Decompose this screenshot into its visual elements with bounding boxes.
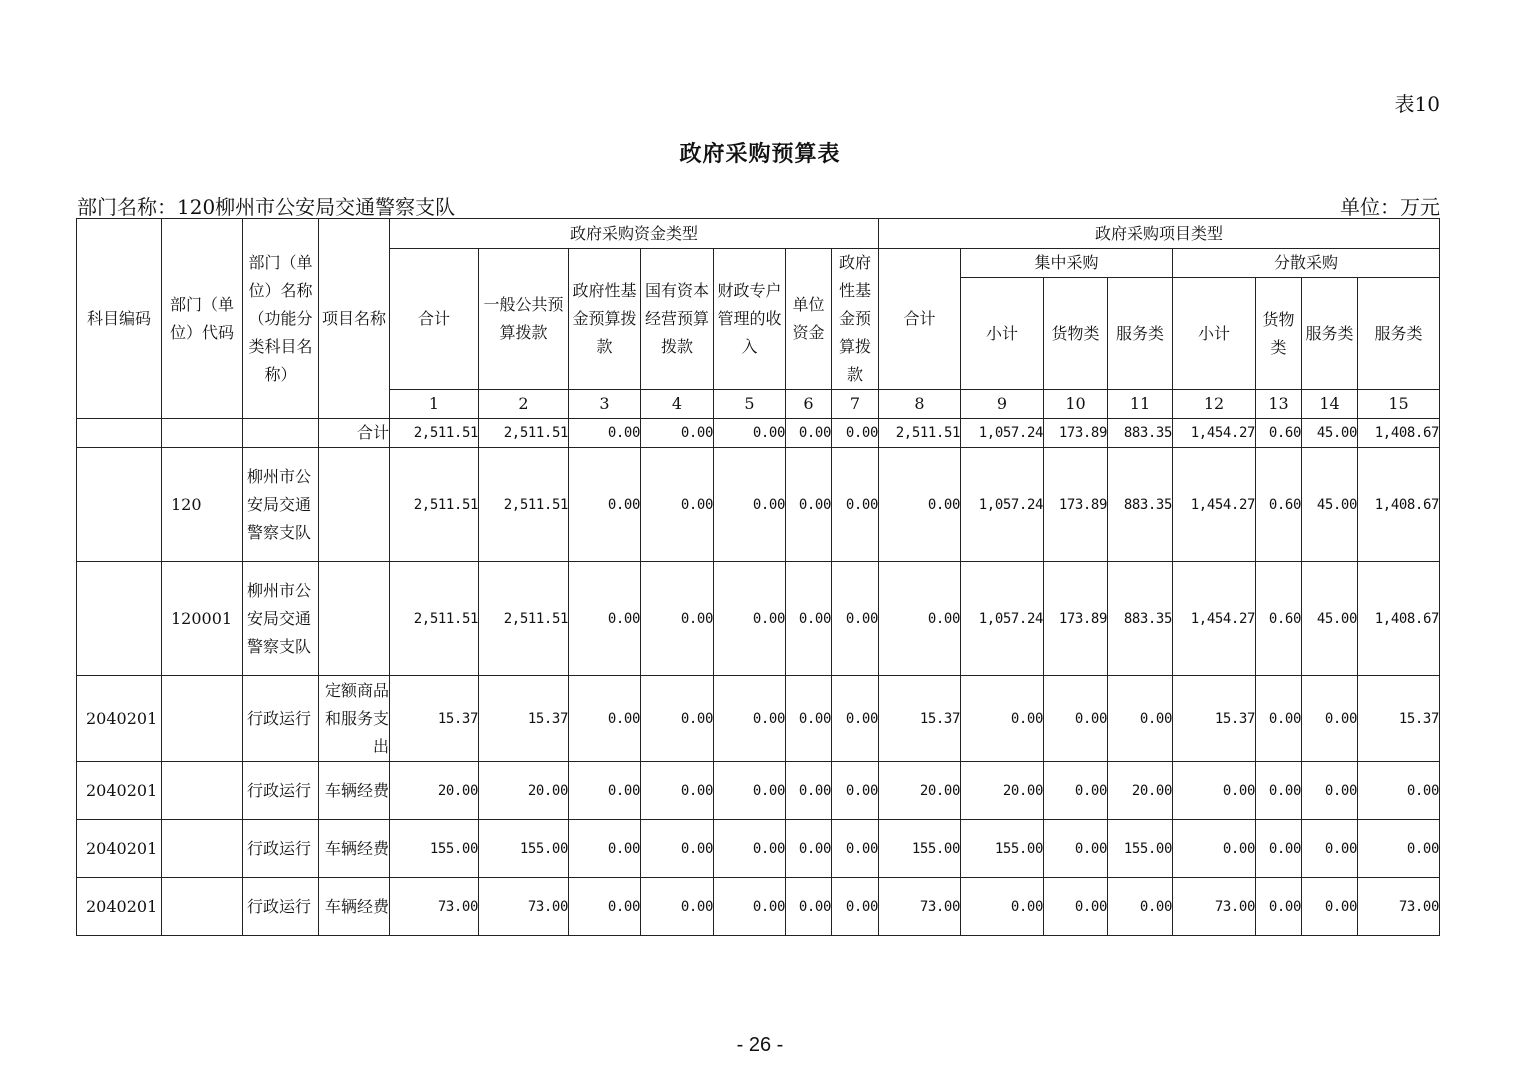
header-dept-code: 部门（单位）代码 <box>162 219 243 419</box>
cell-value: 20.00 <box>1108 762 1173 820</box>
cell-value: 0.00 <box>569 448 641 562</box>
table-row <box>77 448 1440 562</box>
cell-dept-name: 柳州市公安局交通警察支队 <box>243 448 319 562</box>
column-number: 8 <box>879 390 961 419</box>
total-label: 合计 <box>319 419 390 448</box>
cell-code <box>77 419 162 448</box>
column-number: 15 <box>1358 390 1440 419</box>
cell-value: 0.00 <box>1302 820 1358 878</box>
cell-value: 20.00 <box>479 762 569 820</box>
cell-dept-code: 120 <box>162 448 243 562</box>
column-number: 11 <box>1108 390 1173 419</box>
total-value: 2,511.51 <box>479 419 569 448</box>
cell-value: 0.00 <box>961 676 1044 762</box>
header-decentral-subtotal: 小计 <box>1173 278 1256 390</box>
cell-value: 0.00 <box>1256 762 1302 820</box>
cell-value: 0.00 <box>1256 820 1302 878</box>
header-decentral-goods: 货物类 <box>1256 278 1302 390</box>
cell-value: 155.00 <box>879 820 961 878</box>
cell-value: 15.37 <box>1173 676 1256 762</box>
cell-project-name: 车辆经费 <box>319 762 390 820</box>
cell-project-name: 车辆经费 <box>319 820 390 878</box>
cell-dept-name: 行政运行 <box>243 820 319 878</box>
cell-value: 0.00 <box>1256 878 1302 936</box>
cell-value: 15.37 <box>879 676 961 762</box>
cell-value: 0.00 <box>569 762 641 820</box>
total-value: 1,454.27 <box>1173 419 1256 448</box>
column-number: 10 <box>1044 390 1108 419</box>
cell-value: 1,057.24 <box>961 562 1044 676</box>
cell-value: 0.00 <box>1044 878 1108 936</box>
header-dept-name: 部门（单位）名称（功能分类科目名称） <box>243 219 319 419</box>
cell-value: 0.60 <box>1256 448 1302 562</box>
table-row <box>77 762 1440 820</box>
cell-code <box>77 448 162 562</box>
cell-value: 2,511.51 <box>479 562 569 676</box>
cell-value: 0.00 <box>1256 676 1302 762</box>
cell-value: 0.00 <box>641 676 714 762</box>
cell-value: 0.00 <box>569 820 641 878</box>
total-value: 0.00 <box>641 419 714 448</box>
table-number: 表10 <box>1394 92 1440 116</box>
header-project-type-group: 政府采购项目类型 <box>879 219 1440 249</box>
cell-value: 73.00 <box>390 878 479 936</box>
procurement-budget-table <box>76 218 1440 936</box>
department-label: 部门名称：120柳州市公安局交通警察支队 <box>77 195 456 219</box>
cell-value: 0.00 <box>1044 762 1108 820</box>
total-value: 0.00 <box>786 419 832 448</box>
column-number: 12 <box>1173 390 1256 419</box>
cell-value: 2,511.51 <box>390 448 479 562</box>
cell-value: 0.00 <box>879 562 961 676</box>
total-value: 0.00 <box>569 419 641 448</box>
table-row <box>77 676 1440 762</box>
total-value: 2,511.51 <box>390 419 479 448</box>
header-decentral-services-2: 服务类 <box>1358 278 1440 390</box>
cell-dept-code <box>162 676 243 762</box>
cell-value: 0.00 <box>569 562 641 676</box>
cell-value: 0.00 <box>1173 762 1256 820</box>
cell-value: 0.00 <box>786 562 832 676</box>
cell-dept-code: 120001 <box>162 562 243 676</box>
cell-code: 2040201 <box>77 762 162 820</box>
header-centralized: 集中采购 <box>961 249 1173 278</box>
header-project-name: 项目名称 <box>319 219 390 419</box>
cell-value: 1,408.67 <box>1358 562 1440 676</box>
cell-dept-code <box>162 419 243 448</box>
column-number: 2 <box>479 390 569 419</box>
cell-value: 0.00 <box>1108 878 1173 936</box>
cell-value: 73.00 <box>479 878 569 936</box>
header-decentral-services: 服务类 <box>1302 278 1358 390</box>
cell-value: 155.00 <box>1108 820 1173 878</box>
cell-value: 0.00 <box>786 820 832 878</box>
cell-value: 155.00 <box>479 820 569 878</box>
cell-value: 0.00 <box>786 878 832 936</box>
table-row <box>77 562 1440 676</box>
cell-value: 0.00 <box>641 820 714 878</box>
cell-value: 15.37 <box>479 676 569 762</box>
cell-value: 883.35 <box>1108 448 1173 562</box>
cell-value: 0.00 <box>1044 820 1108 878</box>
header-gov-fund: 政府性基金预算拨款 <box>569 249 641 390</box>
cell-value: 15.37 <box>1358 676 1440 762</box>
cell-dept-name: 柳州市公安局交通警察支队 <box>243 562 319 676</box>
header-central-services: 服务类 <box>1108 278 1173 390</box>
column-number: 14 <box>1302 390 1358 419</box>
cell-dept-name: 行政运行 <box>243 762 319 820</box>
cell-value: 0.00 <box>641 762 714 820</box>
column-number: 1 <box>390 390 479 419</box>
cell-value: 173.89 <box>1044 448 1108 562</box>
total-value: 173.89 <box>1044 419 1108 448</box>
cell-project-name <box>319 562 390 676</box>
column-number: 3 <box>569 390 641 419</box>
column-number: 9 <box>961 390 1044 419</box>
cell-value: 73.00 <box>1358 878 1440 936</box>
total-value: 0.60 <box>1256 419 1302 448</box>
cell-value: 0.00 <box>1044 676 1108 762</box>
total-value: 0.00 <box>714 419 786 448</box>
cell-value: 173.89 <box>1044 562 1108 676</box>
cell-value: 15.37 <box>390 676 479 762</box>
cell-value: 155.00 <box>961 820 1044 878</box>
cell-value: 155.00 <box>390 820 479 878</box>
total-value: 1,057.24 <box>961 419 1044 448</box>
header-state-capital: 国有资本经营预算拨款 <box>641 249 714 390</box>
cell-value: 0.00 <box>1302 878 1358 936</box>
page-number: - 26 - <box>736 1034 784 1056</box>
cell-value: 0.00 <box>569 878 641 936</box>
cell-value: 2,511.51 <box>390 562 479 676</box>
total-value: 45.00 <box>1302 419 1358 448</box>
cell-project-name: 车辆经费 <box>319 878 390 936</box>
header-fund-total: 合计 <box>390 249 479 390</box>
header-unit-funds: 单位资金 <box>786 249 832 390</box>
cell-value: 0.00 <box>1302 676 1358 762</box>
cell-value: 0.00 <box>641 562 714 676</box>
column-number: 7 <box>832 390 879 419</box>
column-number: 5 <box>714 390 786 419</box>
cell-dept-code <box>162 762 243 820</box>
cell-value: 0.00 <box>879 448 961 562</box>
cell-value: 0.00 <box>832 878 879 936</box>
cell-value: 0.00 <box>1108 676 1173 762</box>
header-central-goods: 货物类 <box>1044 278 1108 390</box>
column-number: 4 <box>641 390 714 419</box>
cell-value: 883.35 <box>1108 562 1173 676</box>
cell-value: 1,454.27 <box>1173 562 1256 676</box>
cell-dept-name: 行政运行 <box>243 878 319 936</box>
cell-value: 0.00 <box>1358 762 1440 820</box>
header-central-subtotal: 小计 <box>961 278 1044 390</box>
cell-value: 0.00 <box>786 448 832 562</box>
cell-dept-name <box>243 419 319 448</box>
cell-value: 0.00 <box>786 762 832 820</box>
table-row <box>77 820 1440 878</box>
cell-value: 0.00 <box>714 878 786 936</box>
page-title: 政府采购预算表 <box>679 141 841 167</box>
cell-value: 0.00 <box>1358 820 1440 878</box>
cell-value: 45.00 <box>1302 448 1358 562</box>
cell-value: 0.00 <box>1302 762 1358 820</box>
cell-value: 0.00 <box>714 820 786 878</box>
header-row-1 <box>77 219 1440 249</box>
cell-code: 2040201 <box>77 878 162 936</box>
cell-dept-code <box>162 878 243 936</box>
header-fund-type-group: 政府采购资金类型 <box>390 219 879 249</box>
table-row <box>77 878 1440 936</box>
cell-value: 0.00 <box>832 562 879 676</box>
cell-value: 20.00 <box>390 762 479 820</box>
total-row <box>77 419 1440 448</box>
cell-value: 73.00 <box>1173 878 1256 936</box>
total-value: 883.35 <box>1108 419 1173 448</box>
header-decentralized: 分散采购 <box>1173 249 1440 278</box>
cell-dept-code <box>162 820 243 878</box>
header-general-budget: 一般公共预算拨款 <box>479 249 569 390</box>
cell-value: 0.00 <box>641 448 714 562</box>
cell-value: 0.60 <box>1256 562 1302 676</box>
cell-value: 0.00 <box>832 448 879 562</box>
cell-value: 20.00 <box>879 762 961 820</box>
unit-label: 单位：万元 <box>1340 195 1440 219</box>
cell-value: 0.00 <box>832 676 879 762</box>
cell-value: 1,454.27 <box>1173 448 1256 562</box>
cell-code: 2040201 <box>77 676 162 762</box>
cell-dept-name: 行政运行 <box>243 676 319 762</box>
cell-value: 2,511.51 <box>479 448 569 562</box>
cell-value: 0.00 <box>714 762 786 820</box>
cell-code <box>77 562 162 676</box>
cell-value: 0.00 <box>714 562 786 676</box>
cell-value: 0.00 <box>832 820 879 878</box>
header-project-total: 合计 <box>879 249 961 390</box>
cell-value: 0.00 <box>832 762 879 820</box>
cell-project-name <box>319 448 390 562</box>
cell-project-name: 定额商品和服务支出 <box>319 676 390 762</box>
cell-value: 0.00 <box>714 448 786 562</box>
header-gov-fund-2: 政府性基金预算拨款 <box>832 249 879 390</box>
cell-value: 0.00 <box>569 676 641 762</box>
cell-value: 0.00 <box>641 878 714 936</box>
cell-value: 45.00 <box>1302 562 1358 676</box>
total-value: 2,511.51 <box>879 419 961 448</box>
cell-value: 1,408.67 <box>1358 448 1440 562</box>
cell-value: 20.00 <box>961 762 1044 820</box>
cell-value: 0.00 <box>714 676 786 762</box>
header-subject-code: 科目编码 <box>77 219 162 419</box>
cell-value: 73.00 <box>879 878 961 936</box>
cell-code: 2040201 <box>77 820 162 878</box>
cell-value: 0.00 <box>786 676 832 762</box>
total-value: 0.00 <box>832 419 879 448</box>
column-number: 13 <box>1256 390 1302 419</box>
total-value: 1,408.67 <box>1358 419 1440 448</box>
cell-value: 0.00 <box>961 878 1044 936</box>
column-number: 6 <box>786 390 832 419</box>
cell-value: 1,057.24 <box>961 448 1044 562</box>
header-fiscal-account: 财政专户管理的收入 <box>714 249 786 390</box>
cell-value: 0.00 <box>1173 820 1256 878</box>
